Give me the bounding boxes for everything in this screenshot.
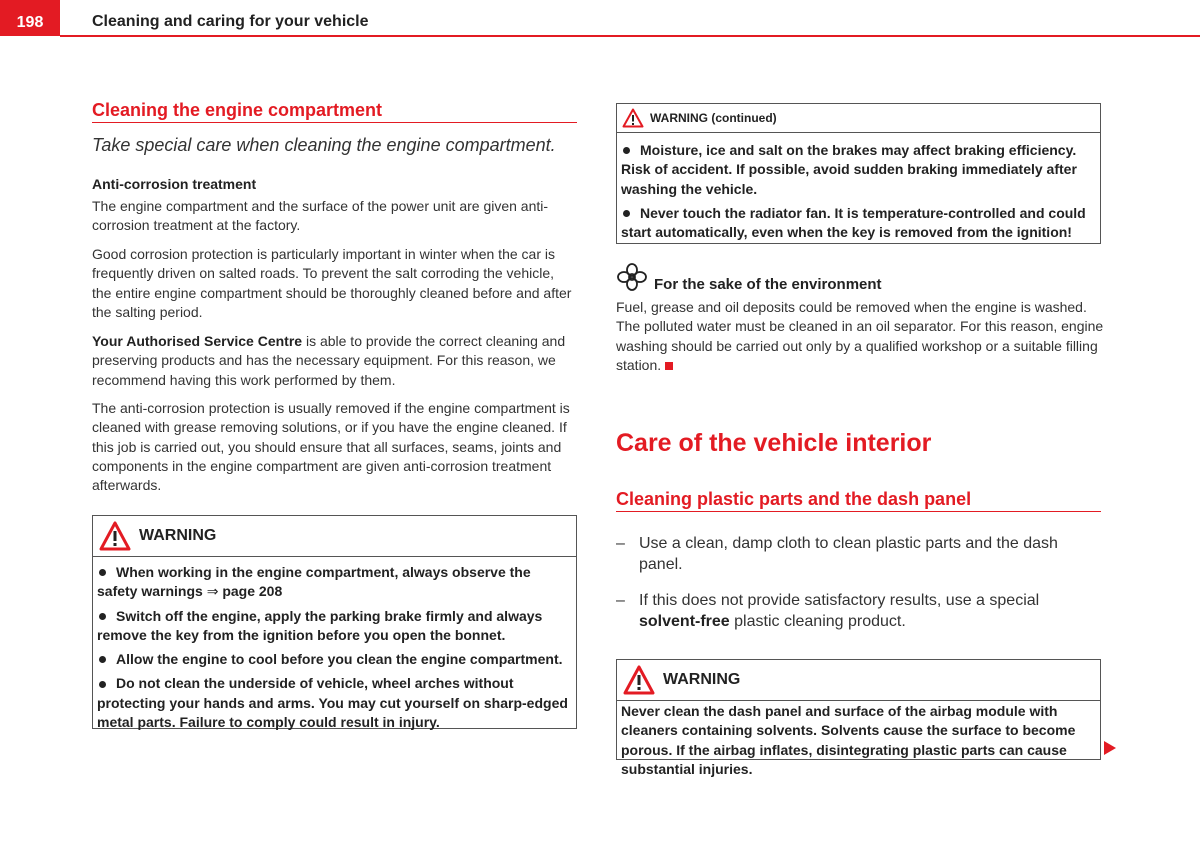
step-text: Use a clean, damp cloth to clean plastic parts and the dash panel. [639, 535, 1058, 573]
warning-triangle-icon [99, 521, 131, 551]
bullet-icon [623, 147, 630, 154]
warning-box-dash-panel [616, 659, 1101, 777]
warning-item-text: When working in the engine compartment, always observe the safety warnings [97, 564, 531, 600]
warning-item-text: Allow the engine to cool before you clean the engine compartment. [116, 651, 563, 668]
environment-text-block [616, 298, 1106, 375]
heading-rule [616, 511, 1101, 512]
arrow-icon: ⇒ [206, 583, 219, 600]
bullet-icon [99, 569, 106, 576]
step-item [616, 590, 1086, 632]
environment-text: Fuel, grease and oil deposits could be removed when the engine is washed. The polluted water must be cleaned in an oil separator. For this reason, engine washing should be carried out only by a qualified workshop or a suitable filling station. [616, 299, 1104, 373]
warning-item-text: Never clean the dash panel and surface of the airbag module with cleaners containing solvents. Solvents cause the surface to become porous. If the airbag inflates, disintegrating plastic parts can cause substantial injuries. [621, 703, 1076, 777]
header-rule [60, 35, 1200, 37]
section-heading-plastic: Cleaning plastic parts and the dash panel [616, 489, 972, 509]
section-end-marker [665, 362, 673, 370]
section-heading-engine: Cleaning the engine compartment [92, 100, 383, 120]
paragraph-4: The anti-corrosion protection is usually removed if the engine compartment is cleaned with grease removing solutions, or if you have the engine cleaned. If this job is carried out, you should ensure that all surfaces, seams, joints and components in the engine compartment are given anti-corrosion treatment afterwards. [92, 400, 570, 494]
intro-text: Take special care when cleaning the engine compartment. [92, 135, 556, 155]
page-number: 198 [0, 0, 60, 36]
subheading-anti-corrosion: Anti-corrosion treatment [92, 176, 257, 192]
paragraph-3 [92, 332, 577, 390]
warning-item [621, 204, 1096, 243]
warning-body [93, 557, 576, 736]
page-title: Cleaning and caring for your vehicle [92, 13, 369, 30]
warning-item [621, 141, 1096, 199]
warning-label: WARNING [139, 527, 217, 544]
bullet-icon [99, 681, 106, 688]
step-text: If this does not provide satisfactory results, use a special [639, 592, 1040, 609]
dash-marker: – [616, 535, 625, 552]
warning-continued-label: WARNING (continued) [650, 111, 777, 125]
solvent-free-bold: solvent-free [639, 613, 730, 630]
bullet-icon [623, 210, 630, 217]
environment-title: For the sake of the environment [654, 276, 882, 293]
section-title-interior: Care of the vehicle interior [616, 429, 932, 457]
page-reference-link[interactable]: page 208 [218, 583, 283, 600]
warning-box-continued [616, 103, 1101, 244]
heading-rule [92, 122, 577, 123]
warning-item [97, 674, 572, 732]
warning-item-text: Never touch the radiator fan. It is temperature-controlled and could start automatically, even when the key is removed from the ignition! [621, 204, 1086, 241]
bullet-icon [99, 656, 106, 663]
service-centre-bold: Your Authorised Service Centre [92, 333, 303, 349]
dash-marker: – [616, 592, 625, 609]
continue-arrow-icon [1104, 741, 1116, 755]
warning-item-text: Do not clean the underside of vehicle, wheel arches without protecting your hands and arms. You may cut yourself on sharp-edged metal parts. Failure to comply could result in injury. [97, 675, 568, 731]
warning-item-text: Switch off the engine, apply the parking brake firmly and always remove the key from the ignition before you open the bonnet. [97, 607, 543, 643]
warning-box-engine [92, 515, 577, 729]
warning-body [617, 133, 1100, 246]
warning-header [617, 104, 1100, 133]
warning-item [97, 607, 572, 646]
warning-triangle-icon [622, 108, 644, 128]
paragraph-1: The engine compartment and the surface of the power unit are given anti-corrosion treatment at the factory. [92, 198, 549, 234]
warning-header [93, 516, 576, 557]
paragraph-3-rest: is able to provide the correct cleaning and preserving products and has the necessary equipment. For this reason, we recommend having this work performed by them. [92, 333, 566, 388]
bullet-icon [99, 613, 106, 620]
flower-environment-icon [616, 262, 648, 292]
paragraph-2: Good corrosion protection is particularly important in winter when the car is frequently driven on salted roads. To prevent the salt corroding the vehicle, the entire engine compartment should be thoroughly cleaned before and after the salting period. [92, 246, 572, 320]
warning-item-text: Moisture, ice and salt on the brakes may affect braking efficiency. Risk of accident. If possible, avoid sudden braking immediately after washing the vehicle. [621, 142, 1077, 197]
warning-header [617, 660, 1100, 701]
warning-item [97, 563, 572, 602]
warning-triangle-icon [623, 665, 655, 695]
warning-label: WARNING [663, 671, 741, 688]
step-text-rest: plastic cleaning product. [729, 613, 906, 630]
step-item [616, 533, 1086, 575]
warning-item [97, 650, 572, 669]
warning-body [617, 701, 1100, 783]
